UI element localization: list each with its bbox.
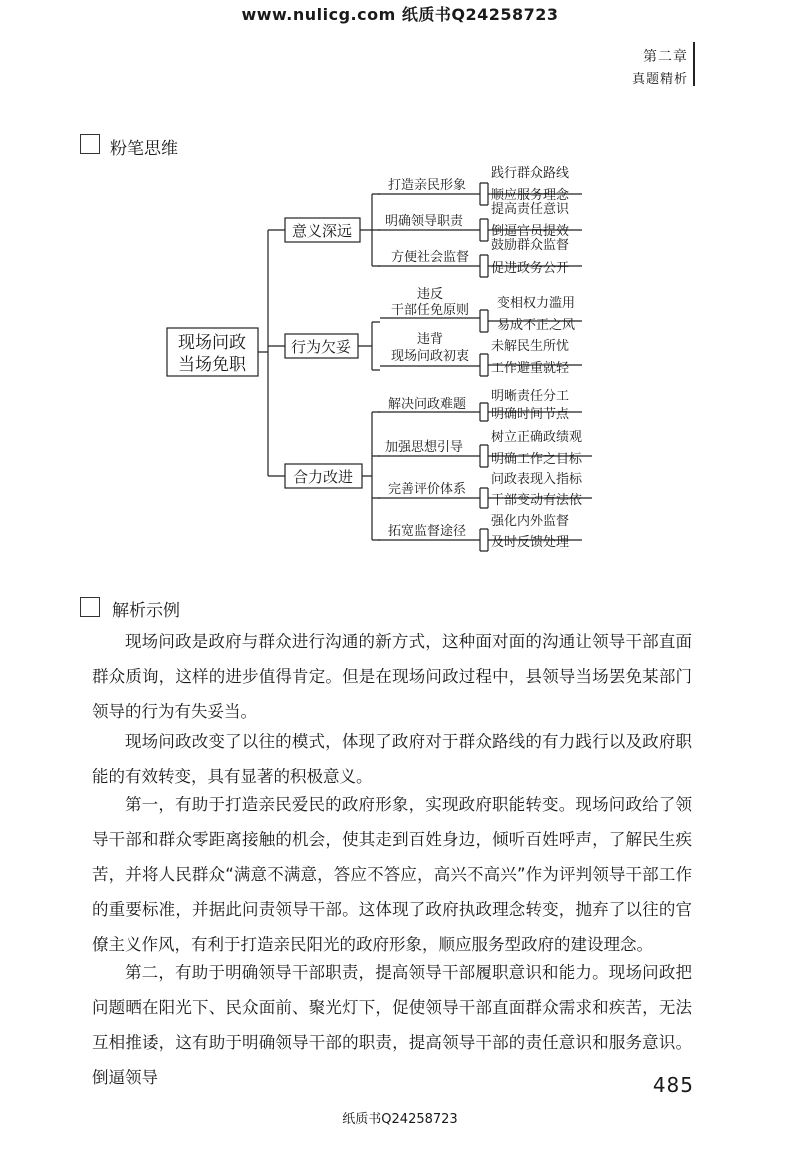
analysis-section-title: 解析示例 <box>112 601 180 621</box>
root-line-1: 现场问政 <box>178 333 246 353</box>
leaf-label: 变相权力滥用 <box>497 296 576 311</box>
leaf-label: 及时反馈处理 <box>491 535 570 550</box>
root-line-2: 当场免职 <box>178 355 246 375</box>
branch-2-label: 行为欠妥 <box>290 338 352 356</box>
leaf-label: 鼓励群众监督 <box>491 238 570 253</box>
leaf-label: 提高责任意识 <box>491 202 570 217</box>
leaf-label: 工作避重就轻 <box>491 361 570 376</box>
analysis-paragraph-3: 第一，有助于打造亲民爱民的政府形象，实现政府职能转变。现场问政给了领导干部和群众零距离接触的机会，使其走到百姓身边，倾听百姓呼声，了解民生疾苦，并将人民群众“满意不满意，答应不答应，高兴不高兴”作为评判领导干部工作的重要标准，并据此问责领导干部。这体现了政府执政理念转变，抛弃了以往的官僚主义作风，有利于打造亲民阳光的政府形象，顺应服务型政府的建设理念。 <box>92 795 692 954</box>
mind-map <box>0 0 800 570</box>
section-marker-icon <box>80 597 100 617</box>
branch-3-label: 合力改进 <box>292 468 354 486</box>
leaf-label: 未解民生所忧 <box>491 339 570 354</box>
leaf-label: 明确工作之目标 <box>491 452 583 467</box>
analysis-paragraph-1: 现场问政是政府与群众进行沟通的新方式，这种面对面的沟通让领导干部直面群众质询，这样的进步值得肯定。但是在现场问政过程中，县领导当场罢免某部门领导的行为有失妥当。 <box>92 632 692 721</box>
leaf-label: 明确时间节点 <box>491 407 570 422</box>
sub-label: 方便社会监督 <box>391 250 470 265</box>
leaf-label: 问政表现入指标 <box>491 472 583 487</box>
sub-label: 解决问政难题 <box>388 397 467 412</box>
leaf-label: 强化内外监督 <box>491 514 570 529</box>
sub-label: 完善评价体系 <box>388 482 467 497</box>
sub-label: 拓宽监督途径 <box>388 524 467 539</box>
leaf-label: 明晰责任分工 <box>491 389 570 404</box>
leaf-label: 干部变动有法依 <box>491 493 583 508</box>
leaf-label: 树立正确政绩观 <box>491 430 583 445</box>
branch-1-label: 意义深远 <box>291 222 353 240</box>
leaf-label: 顺应服务理念 <box>491 188 570 203</box>
leaf-label: 易成不正之风 <box>497 318 576 333</box>
mindmap-section-title: 粉笔思维 <box>110 139 178 159</box>
leaf-label: 促进政务公开 <box>491 261 570 276</box>
page-number: 485 <box>652 1073 694 1097</box>
sub-label: 明确领导职责 <box>385 214 464 229</box>
leaf-label: 践行群众路线 <box>491 166 570 181</box>
sub-label: 违反 <box>416 287 444 302</box>
sub-label: 打造亲民形象 <box>388 178 467 193</box>
sub-label: 现场问政初衷 <box>390 349 470 364</box>
leaf-label: 倒逼官员提效 <box>491 224 570 239</box>
sub-label: 加强思想引导 <box>385 440 464 455</box>
analysis-paragraph-4: 第二，有助于明确领导干部职责，提高领导干部履职意识和能力。现场问政把问题晒在阳光下、民众面前、聚光灯下，促使领导干部直面群众需求和疾苦，无法互相推诿，这有助于明确领导干部的职责，提高领导干部的责任意识和服务意识。倒逼领导 <box>92 963 692 1087</box>
chapter-subtitle: 真题精析 <box>631 72 688 87</box>
sub-label: 违背 <box>416 332 444 347</box>
top-banner: www.nulicg.com 纸质书Q24258723 <box>241 5 559 24</box>
root-node <box>178 333 247 375</box>
footer-text: 纸质书Q24258723 <box>342 1112 458 1127</box>
sub-label: 干部任免原则 <box>390 303 470 318</box>
chapter-label: 第二章 <box>643 49 688 65</box>
analysis-paragraph-2: 现场问政改变了以往的模式，体现了政府对于群众路线的有力践行以及政府职能的有效转变，具有显著的积极意义。 <box>92 732 692 786</box>
